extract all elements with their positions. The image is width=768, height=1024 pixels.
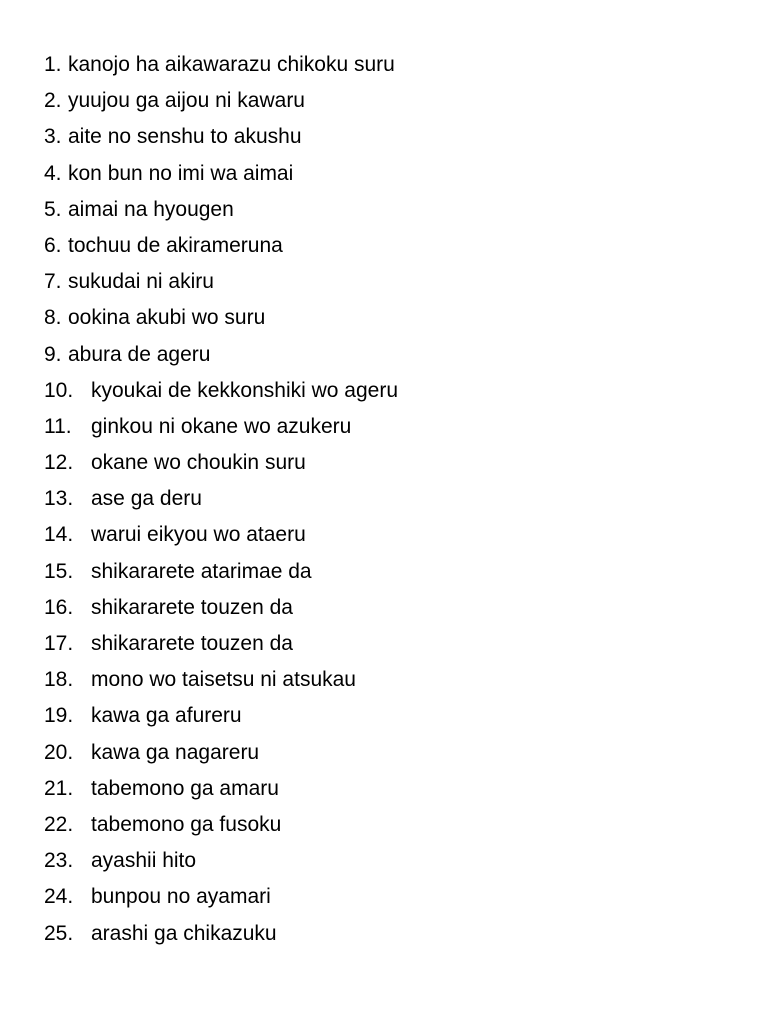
item-text: tabemono ga fusoku: [91, 812, 282, 836]
item-number: 18.: [44, 668, 74, 692]
item-number: 8.: [44, 306, 62, 330]
item-number: 1.: [44, 53, 62, 76]
item-number: 5.: [44, 197, 62, 221]
list-item: [44, 445, 398, 481]
list-item: [44, 481, 398, 517]
list-item: [44, 916, 398, 952]
list-item: [44, 264, 398, 300]
item-text: tabemono ga amaru: [91, 776, 279, 800]
item-text: abura de ageru: [68, 342, 211, 366]
list-item: [44, 590, 398, 626]
item-number: 13.: [44, 487, 74, 511]
item-number: 16.: [44, 595, 74, 619]
item-number: 6.: [44, 233, 62, 257]
item-number: 24.: [44, 885, 74, 909]
item-text: mono wo taisetsu ni atsukau: [91, 668, 356, 692]
item-number: 19.: [44, 704, 74, 728]
list-item: [44, 698, 398, 734]
item-text: kon bun no imi wa aimai: [68, 161, 294, 185]
item-number: 22.: [44, 812, 74, 836]
item-number: 7.: [44, 270, 62, 294]
list-item: [44, 554, 398, 590]
item-number: 20.: [44, 740, 74, 764]
list-item: [44, 879, 398, 915]
item-text: sukudai ni akiru: [68, 270, 214, 294]
list-item: [44, 807, 398, 843]
item-text: warui eikyou wo ataeru: [91, 523, 306, 547]
item-text: kawa ga afureru: [91, 704, 242, 728]
list-item: [44, 662, 398, 698]
list-item: [44, 337, 398, 373]
item-number: 14.: [44, 523, 74, 547]
list-item: [44, 373, 398, 409]
item-number: 12.: [44, 451, 74, 475]
item-text: arashi ga chikazuku: [91, 921, 277, 945]
item-text: ayashii hito: [91, 849, 197, 873]
item-number: 23.: [44, 849, 74, 873]
list-item: [44, 119, 398, 155]
list-item: [44, 626, 398, 662]
item-text: aimai na hyougen: [68, 197, 234, 221]
item-text: yuujou ga aijou ni kawaru: [68, 89, 305, 113]
list-item: [44, 843, 398, 879]
item-text: shikararete touzen da: [91, 632, 293, 655]
list-item: [44, 156, 398, 192]
list-item: [44, 300, 398, 336]
item-number: 10.: [44, 378, 74, 402]
item-text: okane wo choukin suru: [91, 451, 306, 475]
item-number: 11.: [44, 414, 72, 438]
item-text: shikararete touzen da: [91, 595, 293, 619]
list-item: [44, 735, 398, 771]
item-text: kyoukai de kekkonshiki wo ageru: [91, 378, 399, 402]
item-text: ase ga deru: [91, 487, 202, 511]
numbered-list: [44, 47, 398, 952]
list-item: [44, 228, 398, 264]
list-item: [44, 47, 398, 83]
item-number: 25.: [44, 921, 74, 945]
item-text: tochuu de akirameruna: [68, 233, 283, 257]
item-number: 17.: [44, 632, 74, 655]
list-item: [44, 517, 398, 553]
item-number: 4.: [44, 161, 62, 185]
item-text: ginkou ni okane wo azukeru: [91, 414, 352, 438]
list-item: [44, 83, 398, 119]
item-text: bunpou no ayamari: [91, 885, 271, 909]
list-item: [44, 771, 398, 807]
item-text: ookina akubi wo suru: [68, 306, 266, 330]
list-item: [44, 409, 398, 445]
item-number: 21.: [44, 776, 74, 800]
item-text: kawa ga nagareru: [91, 740, 260, 764]
item-text: aite no senshu to akushu: [68, 125, 302, 149]
item-text: kanojo ha aikawarazu chikoku suru: [68, 53, 395, 76]
item-number: 15.: [44, 559, 74, 583]
item-number: 3.: [44, 125, 62, 149]
item-number: 9.: [44, 342, 62, 366]
item-number: 2.: [44, 89, 62, 113]
list-item: [44, 192, 398, 228]
item-text: shikararete atarimae da: [91, 559, 312, 583]
